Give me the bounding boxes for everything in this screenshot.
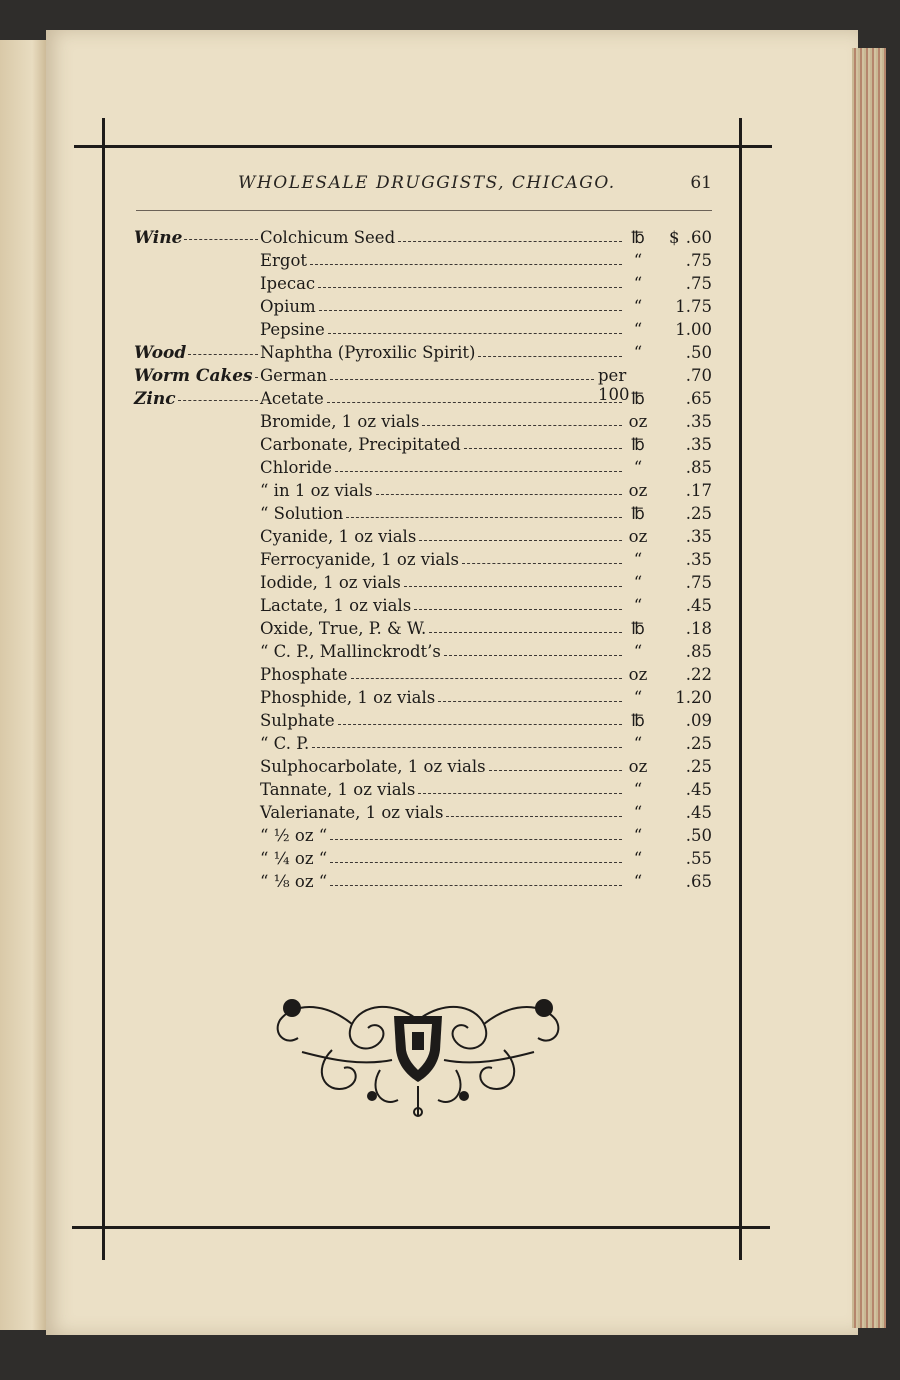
bottom-frame-rule bbox=[72, 1226, 770, 1229]
unit-label: “ bbox=[633, 872, 643, 891]
price-value: .35 bbox=[685, 550, 712, 569]
dot-leader bbox=[327, 402, 622, 403]
unit-label: oz bbox=[628, 412, 648, 431]
dot-leader bbox=[330, 379, 594, 380]
item-name: Pepsine bbox=[260, 320, 325, 339]
decorative-ornament bbox=[272, 990, 564, 1122]
category-leader bbox=[184, 239, 258, 240]
price-row bbox=[0, 527, 900, 550]
price-value: .22 bbox=[685, 665, 712, 684]
dot-leader bbox=[462, 563, 622, 564]
price-value: .85 bbox=[685, 458, 712, 477]
category-leader bbox=[188, 354, 258, 355]
price-row bbox=[0, 297, 900, 320]
price-row bbox=[0, 780, 900, 803]
item-name: Naphtha (Pyroxilic Spirit) bbox=[260, 343, 476, 362]
item-name: “ C. P., Mallinckrodt’s bbox=[260, 642, 441, 661]
price-value: .45 bbox=[685, 803, 712, 822]
dot-leader bbox=[310, 264, 622, 265]
item-name: “ Solution bbox=[260, 504, 344, 523]
unit-label: ℔ bbox=[631, 435, 645, 454]
dot-leader bbox=[419, 540, 622, 541]
item-name: “ ½ oz “ bbox=[260, 826, 328, 845]
item-name: Opium bbox=[260, 297, 316, 316]
price-value: .75 bbox=[685, 573, 712, 592]
price-row bbox=[0, 504, 900, 527]
price-value: .55 bbox=[685, 849, 712, 868]
price-row bbox=[0, 619, 900, 642]
price-row bbox=[0, 711, 900, 734]
category-label: Worm Cakes bbox=[134, 366, 253, 386]
header-rule bbox=[136, 210, 712, 211]
item-name: Ferrocyanide, 1 oz vials bbox=[260, 550, 459, 569]
dot-leader bbox=[489, 770, 622, 771]
dot-leader bbox=[438, 701, 622, 702]
price-row bbox=[0, 872, 900, 895]
price-value: 1.75 bbox=[675, 297, 712, 316]
item-name: “ ¼ oz “ bbox=[260, 849, 328, 868]
item-name: Oxide, True, P. & W. bbox=[260, 619, 427, 638]
price-value: .25 bbox=[685, 757, 712, 776]
unit-label: oz bbox=[628, 527, 648, 546]
unit-label: “ bbox=[633, 826, 643, 845]
item-name: Cyanide, 1 oz vials bbox=[260, 527, 417, 546]
price-row bbox=[0, 596, 900, 619]
price-value: .25 bbox=[685, 734, 712, 753]
unit-label: “ bbox=[633, 780, 643, 799]
price-value: .50 bbox=[685, 826, 712, 845]
item-name: Bromide, 1 oz vials bbox=[260, 412, 420, 431]
dot-leader bbox=[319, 310, 622, 311]
unit-label: “ bbox=[633, 688, 643, 707]
price-value: .75 bbox=[685, 274, 712, 293]
dot-leader bbox=[335, 471, 622, 472]
item-name: German bbox=[260, 366, 327, 385]
unit-label: per 100 bbox=[598, 366, 630, 404]
price-value: .35 bbox=[685, 412, 712, 431]
price-row bbox=[0, 412, 900, 435]
unit-label: oz bbox=[628, 757, 648, 776]
category-leader bbox=[255, 377, 258, 378]
price-row bbox=[0, 688, 900, 711]
item-name: Carbonate, Precipitated bbox=[260, 435, 461, 454]
price-value: .75 bbox=[685, 251, 712, 270]
dot-leader bbox=[376, 494, 622, 495]
dot-leader bbox=[312, 747, 622, 748]
price-row bbox=[0, 642, 900, 665]
item-name: Tannate, 1 oz vials bbox=[260, 780, 416, 799]
dot-leader bbox=[351, 678, 622, 679]
unit-label: “ bbox=[633, 642, 643, 661]
unit-label: “ bbox=[633, 320, 643, 339]
category-label: Wine bbox=[134, 228, 183, 248]
price-value: .35 bbox=[685, 435, 712, 454]
dot-leader bbox=[418, 793, 622, 794]
running-header bbox=[200, 173, 720, 197]
unit-label: “ bbox=[633, 550, 643, 569]
page-number: 61 bbox=[690, 173, 712, 193]
price-value: .50 bbox=[685, 343, 712, 362]
item-name: Chloride bbox=[260, 458, 332, 477]
unit-label: oz bbox=[628, 665, 648, 684]
dot-leader bbox=[330, 839, 622, 840]
unit-label: “ bbox=[633, 734, 643, 753]
item-name: Sulphate bbox=[260, 711, 335, 730]
unit-label: “ bbox=[633, 596, 643, 615]
price-value: .60 bbox=[685, 228, 712, 247]
price-value: .35 bbox=[685, 527, 712, 546]
price-value: 1.00 bbox=[675, 320, 712, 339]
dot-leader bbox=[464, 448, 622, 449]
dot-leader bbox=[444, 655, 622, 656]
price-value: .65 bbox=[685, 389, 712, 408]
dot-leader bbox=[328, 333, 622, 334]
unit-label: “ bbox=[633, 803, 643, 822]
price-row bbox=[0, 320, 900, 343]
unit-label: “ bbox=[633, 251, 643, 270]
price-row bbox=[0, 826, 900, 849]
item-name: “ in 1 oz vials bbox=[260, 481, 373, 500]
price-row bbox=[0, 849, 900, 872]
dot-leader bbox=[330, 862, 622, 863]
price-row bbox=[0, 458, 900, 481]
price-row bbox=[0, 573, 900, 596]
dot-leader bbox=[346, 517, 622, 518]
price-row bbox=[0, 665, 900, 688]
price-value: .45 bbox=[685, 596, 712, 615]
category-leader bbox=[178, 400, 258, 401]
category-label: Wood bbox=[134, 343, 187, 363]
item-name: “ C. P. bbox=[260, 734, 310, 753]
unit-label: “ bbox=[633, 573, 643, 592]
price-row bbox=[0, 757, 900, 780]
item-name: “ ⅛ oz “ bbox=[260, 872, 328, 891]
unit-label: “ bbox=[633, 849, 643, 868]
item-name: Sulphocarbolate, 1 oz vials bbox=[260, 757, 486, 776]
dot-leader bbox=[446, 816, 622, 817]
unit-label: ℔ bbox=[631, 711, 645, 730]
price-value: .18 bbox=[685, 619, 712, 638]
price-row bbox=[0, 734, 900, 757]
price-row bbox=[0, 251, 900, 274]
item-name: Iodide, 1 oz vials bbox=[260, 573, 401, 592]
unit-label: ℔ bbox=[631, 504, 645, 523]
header-title: WHOLESALE DRUGGISTS, CHICAGO. bbox=[238, 173, 616, 193]
unit-label: “ bbox=[633, 297, 643, 316]
price-value: .65 bbox=[685, 872, 712, 891]
dollar-sign: $ bbox=[669, 228, 680, 247]
price-row bbox=[0, 435, 900, 458]
price-row bbox=[0, 228, 900, 251]
price-row bbox=[0, 550, 900, 573]
category-label: Zinc bbox=[134, 389, 176, 409]
unit-label: ℔ bbox=[631, 619, 645, 638]
dot-leader bbox=[478, 356, 622, 357]
dot-leader bbox=[414, 609, 622, 610]
item-name: Lactate, 1 oz vials bbox=[260, 596, 412, 615]
item-name: Valerianate, 1 oz vials bbox=[260, 803, 444, 822]
price-value: .45 bbox=[685, 780, 712, 799]
item-name: Phosphate bbox=[260, 665, 348, 684]
dot-leader bbox=[318, 287, 622, 288]
dot-leader bbox=[398, 241, 622, 242]
item-name: Ipecac bbox=[260, 274, 316, 293]
unit-label: ℔ bbox=[631, 228, 645, 247]
price-row bbox=[0, 481, 900, 504]
top-frame-rule bbox=[74, 145, 772, 148]
price-row bbox=[0, 274, 900, 297]
dot-leader bbox=[330, 885, 622, 886]
item-name: Acetate bbox=[260, 389, 324, 408]
price-value: .85 bbox=[685, 642, 712, 661]
unit-label: “ bbox=[633, 343, 643, 362]
dot-leader bbox=[338, 724, 622, 725]
unit-label: “ bbox=[633, 458, 643, 477]
price-value: .09 bbox=[685, 711, 712, 730]
dot-leader bbox=[422, 425, 622, 426]
dot-leader bbox=[404, 586, 622, 587]
item-name: Ergot bbox=[260, 251, 308, 270]
dot-leader bbox=[429, 632, 622, 633]
price-value: 1.20 bbox=[675, 688, 712, 707]
item-name: Phosphide, 1 oz vials bbox=[260, 688, 436, 707]
item-name: Colchicum Seed bbox=[260, 228, 396, 247]
unit-label: “ bbox=[633, 274, 643, 293]
unit-label: oz bbox=[628, 481, 648, 500]
price-value: .25 bbox=[685, 504, 712, 523]
unit-label: ℔ bbox=[631, 389, 645, 408]
price-value: .17 bbox=[685, 481, 712, 500]
price-row bbox=[0, 389, 900, 412]
price-value: .70 bbox=[685, 366, 712, 385]
price-row bbox=[0, 803, 900, 826]
price-row bbox=[0, 343, 900, 366]
